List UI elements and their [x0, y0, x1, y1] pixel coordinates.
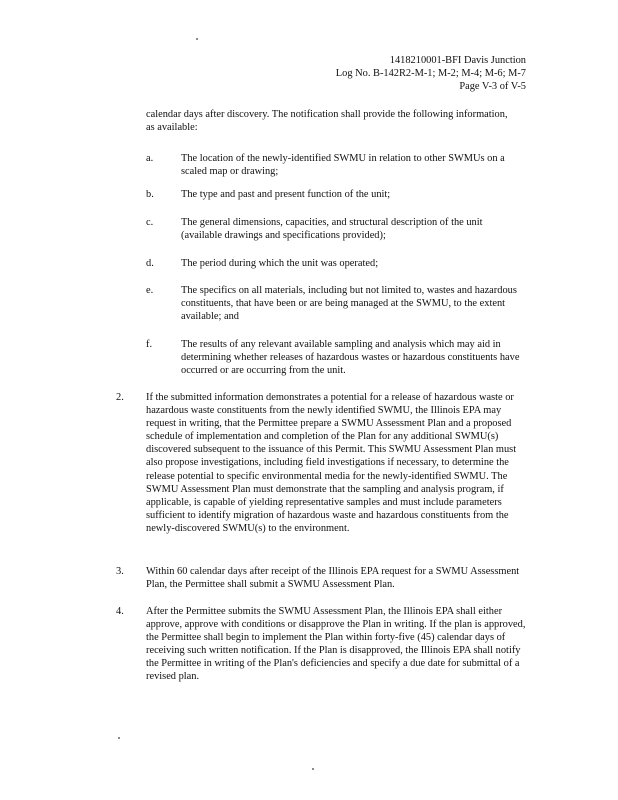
list-label: a. — [146, 153, 154, 164]
list-label: f. — [146, 339, 153, 350]
header-permit-id: 1418210001-BFI Davis Junction — [389, 55, 526, 66]
list-text: The general dimensions, capacities, and structural description of the unit (available drawings and specifications provided); — [181, 217, 483, 242]
intro-paragraph: calendar days after discovery. The notification shall provide the following information, as available: — [146, 109, 508, 134]
list-text: The location of the newly-identified SWMU in relation to other SWMUs on a scaled map or drawing; — [181, 153, 505, 178]
item-number: 3. — [116, 566, 124, 577]
scan-speck — [118, 737, 120, 739]
list-label: b. — [146, 189, 154, 200]
header-log-number: Log No. B-142R2-M-1; M-2; M-4; M-6; M-7 — [335, 68, 526, 79]
list-label: e. — [146, 285, 154, 296]
item-number: 4. — [116, 606, 124, 617]
item-text: After the Permittee submits the SWMU Assessment Plan, the Illinois EPA shall either approve, approve with conditions or disapprove the Plan in writing. If the plan is approved, the Permittee shall begin to implement the Plan within forty-five (45) calendar days of receiving such written notification. If the Plan is disapproved, the Illinois EPA shall notify the Permittee in writing of the Plan's deficiencies and specify a due date for submittal of a revised plan. — [146, 606, 526, 683]
document-header — [336, 54, 526, 93]
list-text: The type and past and present function of the unit; — [181, 189, 391, 200]
list-label: c. — [146, 217, 154, 228]
list-text: The period during which the unit was operated; — [181, 258, 379, 269]
scan-speck — [312, 768, 314, 770]
scan-speck — [196, 38, 198, 40]
header-page-number: Page V-3 of V-5 — [459, 81, 526, 92]
item-text: Within 60 calendar days after receipt of the Illinois EPA request for a SWMU Assessment Plan, the Permittee shall submit a SWMU Assessment Plan. — [146, 566, 520, 591]
item-text: If the submitted information demonstrates a potential for a release of hazardous waste or hazardous waste constituents from the newly identified SWMU, the Illinois EPA may request in writing, that the Permittee prepare a SWMU Assessment Plan and a proposed schedule of implementation and completion of the Plan for any additional SWMU(s) discovered subsequent to the issuance of this Permit. This SWMU Assessment Plan must also propose investigations, including field investigations if necessary, to determine the release potential to specific environmental media for the newly-identified SWMU. The SWMU Assessment Plan must demonstrate that the sampling and analysis program, if applicable, is capable of yielding representative samples and must include parameters sufficient to identify migration of hazardous waste and hazardous constituents from the newly-discovered SWMU(s) to the environment. — [146, 392, 517, 534]
list-text: The specifics on all materials, including but not limited to, wastes and hazardous constituents, that have been or are being managed at the SWMU, to the extent available; and — [181, 285, 517, 323]
list-text: The results of any relevant available sampling and analysis which may aid in determining whether releases of hazardous wastes or hazardous constituents have occurred or are occurring from the unit. — [181, 339, 520, 377]
item-number: 2. — [116, 392, 124, 403]
list-label: d. — [146, 258, 154, 269]
